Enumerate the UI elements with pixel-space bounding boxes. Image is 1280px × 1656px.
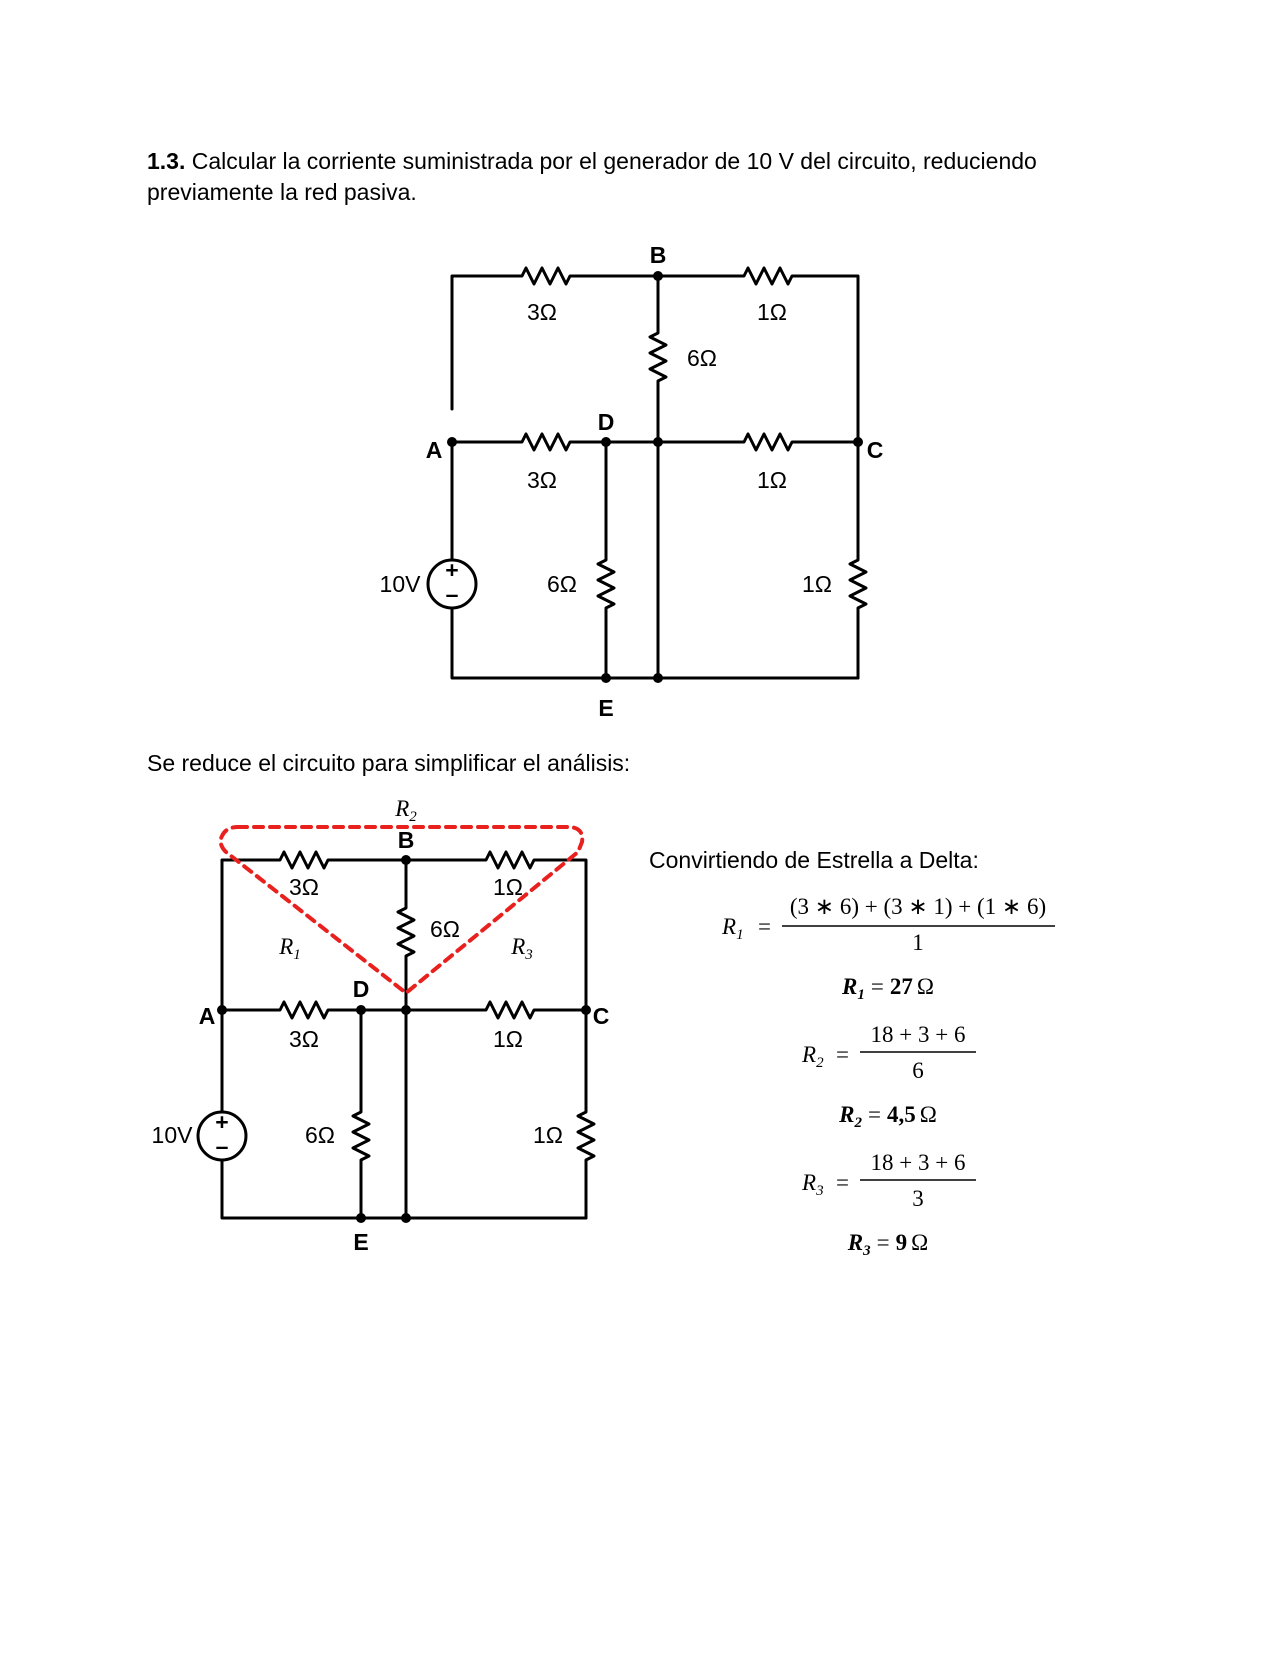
- wire-b-vertical-2: [398, 860, 414, 1218]
- source-minus-2: –: [215, 1133, 229, 1159]
- problem-number: 1.3.: [147, 148, 186, 174]
- circuit-original: [380, 242, 884, 721]
- eq-r3-eq: =: [836, 1170, 849, 1195]
- node-label-d-2: D: [352, 976, 370, 1002]
- node-label-d: D: [597, 409, 615, 435]
- node-label-e-2: E: [353, 1229, 369, 1255]
- problem-text: Calcular la corriente suministrada por el generador de 10 V del circuito, reduciendo previamente la red pasiva.: [147, 148, 1037, 205]
- resistor-label-ab: 3Ω: [527, 299, 557, 325]
- eq-r1-lhs: $R_1$: [722, 914, 744, 943]
- node-dot-a: [447, 437, 457, 447]
- resistor-label-ce-2: 1Ω: [533, 1122, 563, 1148]
- eq-r2-result: R2 = 4,5 Ω: [839, 1102, 937, 1131]
- resistor-label-ad: 3Ω: [527, 467, 557, 493]
- node-label-c: C: [866, 437, 884, 463]
- node-dot-e2: [653, 673, 663, 683]
- eq-r2-eq: =: [836, 1042, 849, 1067]
- eq-r3-num: 18 + 3 + 6: [870, 1150, 966, 1175]
- resistor-label-ab-2: 3Ω: [289, 874, 319, 900]
- wire-left-2: [222, 1010, 586, 1218]
- node-dot-mid-2: [401, 1005, 411, 1015]
- conversion-title: Convirtiendo de Estrella a Delta:: [649, 847, 979, 873]
- source-minus: –: [445, 581, 459, 607]
- eq-r3-lhs: $R_3$: [802, 1170, 824, 1199]
- node-dot-c: [853, 437, 863, 447]
- node-dot-d: [601, 437, 611, 447]
- source-plus-2: +: [215, 1109, 229, 1135]
- eq-r3-den: 3: [912, 1186, 924, 1211]
- wire-left: [452, 442, 858, 678]
- node-dot-b-2: [401, 855, 411, 865]
- reduction-text: Se reduce el circuito para simplificar el análisis:: [147, 750, 631, 776]
- source-plus: +: [445, 557, 459, 583]
- eq-r1-eq: =: [758, 914, 771, 939]
- node-label-b: B: [649, 242, 667, 268]
- node-dot-mid: [653, 437, 663, 447]
- node-label-a: A: [425, 437, 443, 463]
- resistor-label-bc-2: 1Ω: [493, 874, 523, 900]
- eq-r1-result: R1 = 27 Ω: [842, 974, 934, 1003]
- node-dot-e-2: [356, 1213, 366, 1223]
- node-dot-d-2: [356, 1005, 366, 1015]
- eq-r2-lhs: $R_2$: [802, 1042, 824, 1071]
- node-dot-b: [653, 271, 663, 281]
- resistor-label-bc: 1Ω: [757, 299, 787, 325]
- node-dot-c-2: [581, 1005, 591, 1015]
- resistor-label-ad-2: 3Ω: [289, 1026, 319, 1052]
- node-label-c-2: C: [592, 1003, 610, 1029]
- equations: [721, 894, 1055, 1259]
- eq-r2-num: 18 + 3 + 6: [870, 1022, 966, 1047]
- wire-d-e: [598, 442, 614, 678]
- wire-b-vertical: [650, 276, 666, 678]
- resistor-label-de-2: 6Ω: [305, 1122, 335, 1148]
- resistor-label-mc: 1Ω: [757, 467, 787, 493]
- delta-label-r1: $R_1$: [279, 934, 301, 963]
- eq-r3-result: R3 = 9 Ω: [847, 1230, 929, 1259]
- eq-r1-den: 1: [912, 930, 924, 955]
- resistor-label-de: 6Ω: [547, 571, 577, 597]
- resistor-label-bm: 6Ω: [687, 345, 717, 371]
- wire-d-e-2: [353, 1010, 369, 1218]
- node-dot-a-2: [217, 1005, 227, 1015]
- source-label-2: 10V: [151, 1122, 193, 1148]
- resistor-label-ce: 1Ω: [802, 571, 832, 597]
- node-label-e: E: [598, 695, 614, 721]
- node-dot-e2-2: [401, 1213, 411, 1223]
- node-label-a-2: A: [198, 1003, 216, 1029]
- resistor-label-bm-2: 6Ω: [430, 916, 460, 942]
- delta-label-r2: $R_2$: [395, 796, 417, 825]
- source-label: 10V: [379, 571, 421, 597]
- wire-c-e-2: [578, 1010, 594, 1218]
- eq-r1-num: (3 ∗ 6) + (3 ∗ 1) + (1 ∗ 6): [789, 894, 1047, 919]
- resistor-label-mc-2: 1Ω: [493, 1026, 523, 1052]
- eq-r2-den: 6: [912, 1058, 924, 1083]
- circuit-reduced: [152, 796, 610, 1255]
- delta-label-r3: $R_3$: [511, 934, 533, 963]
- wire-c-e: [850, 442, 866, 678]
- node-dot-e: [601, 673, 611, 683]
- node-label-b-2: B: [397, 827, 415, 853]
